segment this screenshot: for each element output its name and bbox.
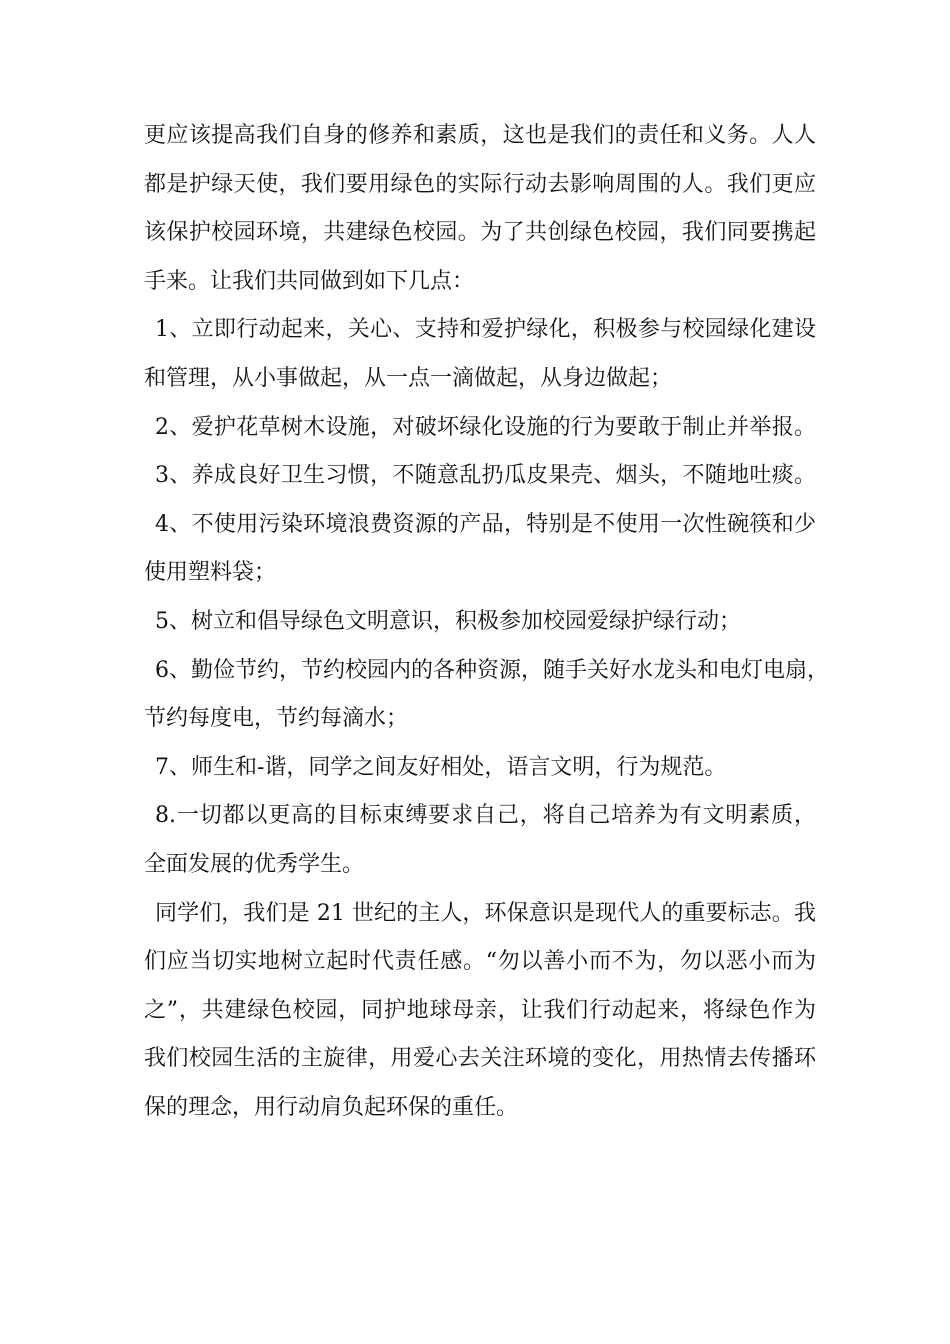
text-line: 之”，共建绿色校园，同护地球母亲，让我们行动起来，将绿色作为 — [144, 997, 816, 1023]
text-line: 5、树立和倡导绿色文明意识，积极参加校园爱绿护绿行动； — [155, 608, 741, 634]
text-line: 7、师生和-谐，同学之间友好相处，语言文明，行为规范。 — [155, 754, 727, 780]
text-line: 4、不使用污染环境浪费资源的产品，特别是不使用一次性碗筷和少 — [155, 511, 816, 537]
text-line: 2、爱护花草树木设施，对破坏绿化设施的行为要敢于制止并举报。 — [155, 414, 816, 440]
text-line: 都是护绿天使，我们要用绿色的实际行动去影响周围的人。我们更应 — [144, 171, 816, 197]
text-line: 6、勤俭节约，节约校园内的各种资源，随手关好水龙头和电灯电扇， — [155, 657, 829, 683]
text-line: 保的理念，用行动肩负起环保的重任。 — [144, 1094, 519, 1120]
text-line: 和管理，从小事做起，从一点一滴做起，从身边做起； — [144, 365, 673, 391]
text-line: 节约每度电，节约每滴水； — [144, 706, 409, 732]
text-line: 使用塑料袋； — [144, 560, 277, 586]
text-line: 我们校园生活的主旋律，用爱心去关注环境的变化，用热情去传播环 — [144, 1046, 816, 1072]
text-line: 全面发展的优秀学生。 — [144, 851, 365, 877]
text-line: 们应当切实地树立起时代责任感。“勿以善小而不为，勿以恶小而为 — [144, 949, 816, 975]
text-line: 该保护校园环境，共建绿色校园。为了共创绿色校园，我们同要携起 — [144, 220, 816, 246]
body-text — [144, 112, 829, 1132]
text-line: 更应该提高我们自身的修养和素质，这也是我们的责任和义务。人人 — [144, 123, 816, 148]
text-line: 3、养成良好卫生习惯，不随意乱扔瓜皮果壳、烟头，不随地吐痰。 — [155, 463, 816, 489]
text-line: 手来。让我们共同做到如下几点： — [144, 268, 475, 294]
text-line: 1、立即行动起来，关心、支持和爱护绿化，积极参与校园绿化建设 — [155, 317, 816, 343]
text-line: 8.一切都以更高的目标束缚要求自己，将自己培养为有文明素质， — [155, 803, 816, 829]
text-line: 同学们，我们是 21 世纪的主人，环保意识是现代人的重要标志。我 — [155, 900, 816, 926]
